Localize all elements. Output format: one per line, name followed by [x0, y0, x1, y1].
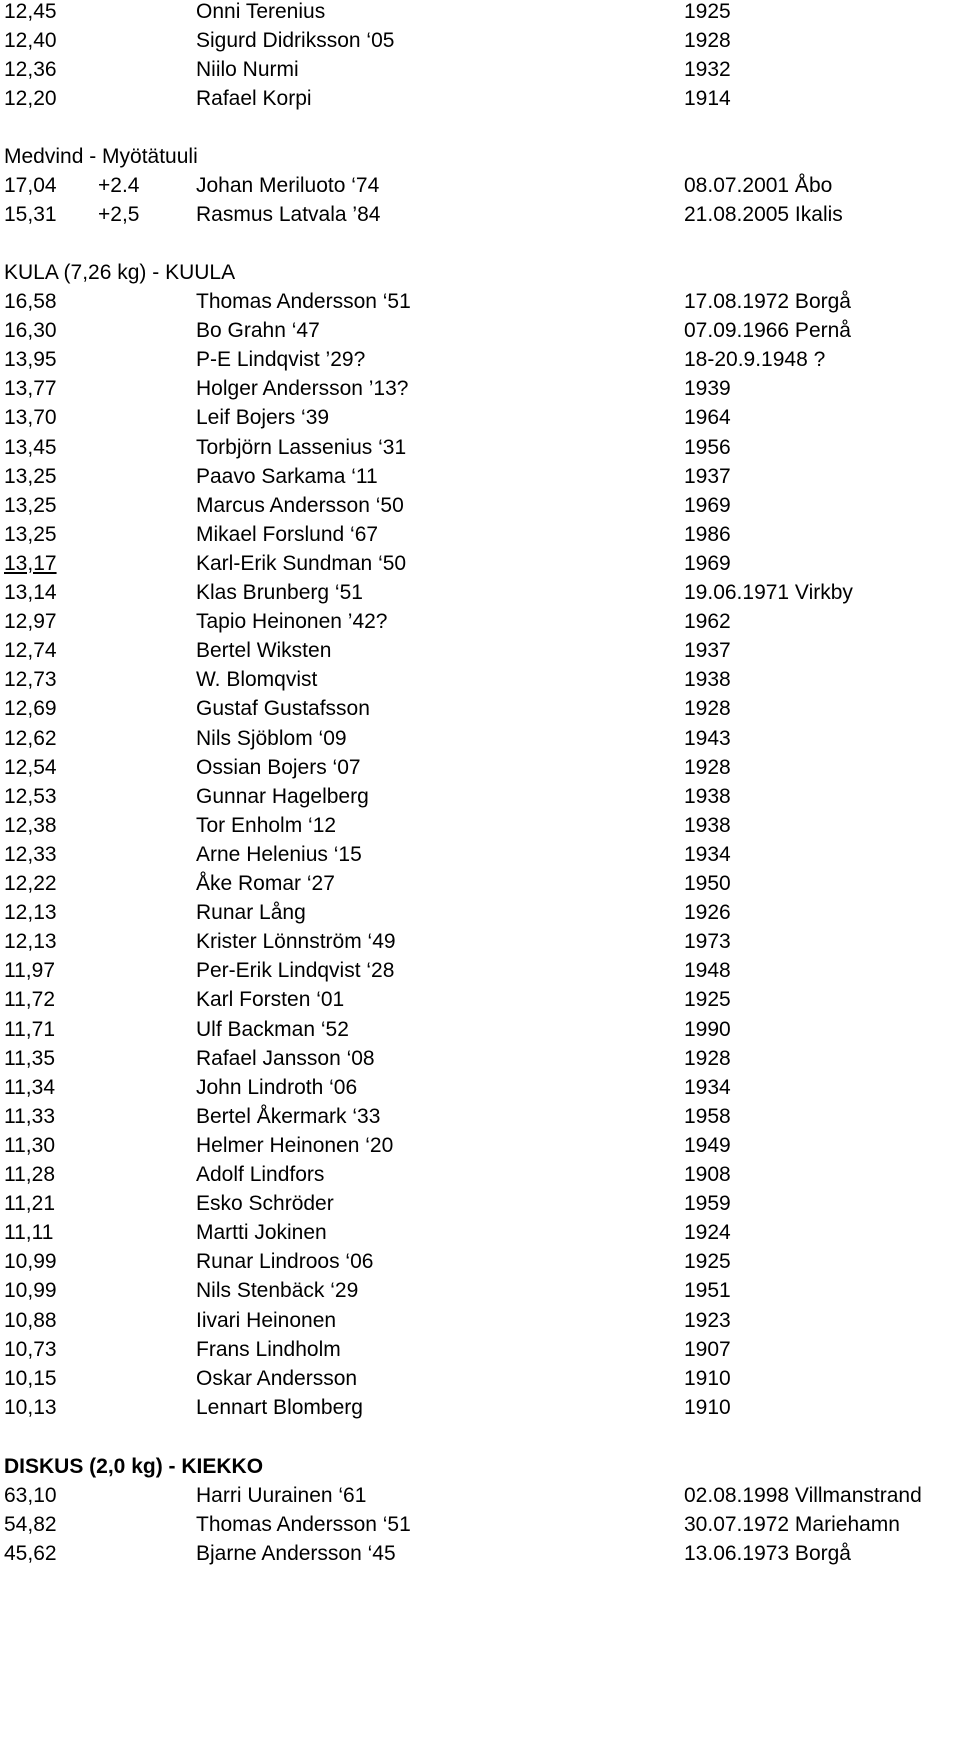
result-mark: 17,04 — [4, 174, 57, 197]
result-mark: 11,97 — [4, 959, 55, 983]
result-mark: 13,14 — [4, 581, 57, 604]
result-mark: 16,30 — [4, 319, 57, 343]
athlete-name: Nils Sjöblom ‘09 — [196, 726, 347, 750]
list-item — [0, 174, 960, 204]
athlete-name: Krister Lönnström ‘49 — [196, 930, 396, 954]
result-date: 1914 — [684, 87, 731, 110]
result-mark: 13,25 — [4, 522, 57, 546]
athlete-name: Sigurd Didriksson ‘05 — [196, 29, 395, 52]
list-item — [0, 843, 960, 873]
result-mark: 11,11 — [4, 1221, 54, 1245]
athlete-name: Lennart Blomberg — [196, 1395, 363, 1419]
result-mark: 13,25 — [4, 464, 57, 488]
result-date: 08.07.2001 Åbo — [684, 174, 833, 197]
list-item — [0, 988, 960, 1018]
result-date: 1928 — [684, 29, 731, 52]
result-mark: 54,82 — [4, 1513, 57, 1537]
athlete-name: Onni Terenius — [196, 0, 326, 23]
result-date: 1932 — [684, 58, 731, 81]
result-date: 1950 — [684, 872, 731, 895]
list-item — [0, 1484, 960, 1514]
list-item — [0, 581, 960, 611]
result-mark: 10,13 — [4, 1395, 57, 1419]
result-date: 19.06.1971 Virkby — [684, 581, 853, 604]
athlete-name: Johan Meriluoto ‘74 — [196, 174, 380, 197]
result-date: 1937 — [684, 464, 731, 488]
list-item — [0, 203, 960, 233]
athlete-name: Tapio Heinonen ’42? — [196, 610, 388, 634]
athlete-name: Runar Lång — [196, 901, 306, 925]
result-date: 18-20.9.1948 ? — [684, 348, 826, 372]
result-date: 1969 — [684, 551, 731, 575]
result-date: 1951 — [684, 1279, 731, 1303]
list-item — [0, 319, 960, 349]
list-item — [0, 1018, 960, 1048]
result-date: 1938 — [684, 668, 731, 692]
result-mark: 11,71 — [4, 1017, 55, 1041]
list-item — [0, 814, 960, 844]
athlete-name: Karl Forsten ‘01 — [196, 988, 345, 1012]
result-mark: 13,45 — [4, 435, 57, 459]
list-item — [0, 785, 960, 815]
result-date: 17.08.1972 Borgå — [684, 290, 851, 313]
result-mark: 10,88 — [4, 1308, 57, 1332]
result-mark: 12,69 — [4, 697, 57, 721]
list-item — [0, 959, 960, 989]
list-item — [0, 872, 960, 902]
athlete-name: John Lindroth ‘06 — [196, 1075, 358, 1099]
result-date: 1938 — [684, 813, 731, 837]
result-date: 1962 — [684, 610, 731, 634]
athlete-name: Esko Schröder — [196, 1192, 334, 1216]
athlete-name: Mikael Forslund ‘67 — [196, 522, 379, 546]
athlete-name: Bjarne Andersson ‘45 — [196, 1542, 396, 1566]
result-date: 1986 — [684, 522, 731, 546]
result-mark: 11,72 — [4, 988, 55, 1012]
section-heading-diskus: DISKUS (2,0 kg) - KIEKKO — [4, 1455, 264, 1478]
result-mark: 12,45 — [4, 0, 57, 23]
athlete-name: Åke Romar ‘27 — [196, 872, 335, 895]
result-date: 1926 — [684, 901, 731, 925]
list-item — [0, 727, 960, 757]
result-date: 1990 — [684, 1017, 731, 1041]
result-mark: 16,58 — [4, 290, 57, 313]
list-item — [0, 0, 960, 30]
result-mark: 12,62 — [4, 726, 57, 750]
athlete-name: Leif Bojers ‘39 — [196, 406, 330, 430]
result-date: 1907 — [684, 1337, 731, 1361]
result-mark: 12,20 — [4, 87, 57, 110]
list-item — [0, 697, 960, 727]
result-date: 1949 — [684, 1133, 731, 1157]
result-mark: 45,62 — [4, 1542, 57, 1566]
athlete-name: Bertel Åkermark ‘33 — [196, 1104, 381, 1128]
list-item — [0, 436, 960, 466]
list-item — [0, 552, 960, 582]
result-mark: 13,95 — [4, 348, 57, 372]
result-date: 1956 — [684, 435, 731, 459]
result-date: 1928 — [684, 1046, 731, 1070]
athlete-name: Tor Enholm ‘12 — [196, 813, 337, 837]
athlete-name: Oskar Andersson — [196, 1366, 358, 1390]
result-date: 1937 — [684, 639, 731, 663]
result-date: 1959 — [684, 1192, 731, 1216]
result-mark: 11,34 — [4, 1075, 55, 1099]
result-date: 1923 — [684, 1308, 731, 1332]
result-date: 21.08.2005 Ikalis — [684, 203, 843, 226]
athlete-name: Martti Jokinen — [196, 1221, 327, 1245]
list-item — [0, 639, 960, 669]
result-date: 1948 — [684, 959, 731, 983]
result-date: 1969 — [684, 493, 731, 517]
athlete-name: Thomas Andersson ‘51 — [196, 1513, 411, 1537]
result-mark: 12,74 — [4, 639, 57, 663]
result-mark: 12,22 — [4, 872, 57, 895]
athlete-name: Karl-Erik Sundman ‘50 — [196, 551, 407, 575]
result-date: 07.09.1966 Pernå — [684, 319, 851, 343]
athlete-name: Harri Uurainen ‘61 — [196, 1484, 367, 1507]
result-mark: 12,13 — [4, 901, 57, 925]
list-item — [0, 348, 960, 378]
list-item — [0, 1513, 960, 1543]
result-date: 1973 — [684, 930, 731, 954]
result-date: 1934 — [684, 1075, 731, 1099]
list-item — [0, 29, 960, 59]
result-date: 1908 — [684, 1163, 731, 1186]
result-mark: 11,28 — [4, 1163, 55, 1186]
athlete-name: Gustaf Gustafsson — [196, 697, 370, 721]
athlete-name: Arne Helenius ‘15 — [196, 842, 362, 866]
athlete-name: P-E Lindqvist ’29? — [196, 348, 366, 372]
result-mark: 13,70 — [4, 406, 57, 430]
result-mark: 11,33 — [4, 1104, 55, 1128]
athlete-name: Ossian Bojers ‘07 — [196, 755, 361, 779]
list-item — [0, 930, 960, 960]
list-item — [0, 406, 960, 436]
athlete-name: Helmer Heinonen ‘20 — [196, 1133, 394, 1157]
list-item — [0, 610, 960, 640]
result-mark: 13,25 — [4, 493, 57, 517]
athlete-name: Rasmus Latvala ’84 — [196, 203, 381, 226]
result-date: 1910 — [684, 1395, 731, 1419]
section-heading-tailwind: Medvind - Myötätuuli — [4, 145, 198, 168]
list-item — [0, 1250, 960, 1280]
result-mark: 12,13 — [4, 930, 57, 954]
result-mark: 13,77 — [4, 377, 57, 401]
list-item — [0, 494, 960, 524]
result-date: 13.06.1973 Borgå — [684, 1542, 851, 1566]
athlete-name: Ulf Backman ‘52 — [196, 1017, 349, 1041]
section-heading-kula: KULA (7,26 kg) - KUULA — [4, 261, 236, 284]
result-mark: 12,73 — [4, 668, 57, 692]
athlete-name: Bo Grahn ‘47 — [196, 319, 320, 343]
list-item — [0, 1192, 960, 1222]
list-item — [0, 1367, 960, 1397]
result-mark: 12,36 — [4, 58, 57, 81]
result-mark: 11,30 — [4, 1133, 55, 1157]
list-item — [0, 465, 960, 495]
athlete-name: Gunnar Hagelberg — [196, 784, 369, 808]
athlete-name: Holger Andersson ’13? — [196, 377, 409, 401]
list-item — [0, 1279, 960, 1309]
result-date: 1934 — [684, 842, 731, 866]
athlete-name: Per-Erik Lindqvist ‘28 — [196, 959, 395, 983]
result-date: 1943 — [684, 726, 731, 750]
list-item — [0, 756, 960, 786]
list-item — [0, 87, 960, 117]
wind-reading: +2.4 — [98, 174, 140, 197]
list-item — [0, 1396, 960, 1426]
result-date: 1925 — [684, 988, 731, 1012]
athlete-name: Paavo Sarkama ‘11 — [196, 464, 378, 488]
result-mark: 13,17 — [4, 551, 57, 575]
athlete-name: Bertel Wiksten — [196, 639, 332, 663]
result-date: 1924 — [684, 1221, 731, 1245]
result-mark: 11,35 — [4, 1046, 55, 1070]
athlete-name: W. Blomqvist — [196, 668, 318, 692]
result-date: 1928 — [684, 697, 731, 721]
result-mark: 10,99 — [4, 1250, 57, 1274]
result-date: 1958 — [684, 1104, 731, 1128]
result-date: 1910 — [684, 1366, 731, 1390]
list-item — [0, 1134, 960, 1164]
athlete-name: Frans Lindholm — [196, 1337, 341, 1361]
list-item — [0, 1542, 960, 1572]
result-date: 1925 — [684, 0, 731, 23]
list-item — [0, 1076, 960, 1106]
result-mark: 12,53 — [4, 784, 57, 808]
athlete-name: Rafael Jansson ‘08 — [196, 1046, 375, 1070]
list-item — [0, 668, 960, 698]
result-mark: 15,31 — [4, 203, 57, 226]
list-item — [0, 1338, 960, 1368]
list-item — [0, 523, 960, 553]
list-item — [0, 1163, 960, 1193]
result-mark: 11,21 — [4, 1192, 55, 1216]
wind-reading: +2,5 — [98, 203, 140, 226]
athlete-name: Rafael Korpi — [196, 87, 312, 110]
result-date: 30.07.1972 Mariehamn — [684, 1513, 900, 1537]
result-date: 1925 — [684, 1250, 731, 1274]
list-item — [0, 901, 960, 931]
athlete-name: Torbjörn Lassenius ‘31 — [196, 435, 407, 459]
result-mark: 10,15 — [4, 1366, 57, 1390]
result-date: 1928 — [684, 755, 731, 779]
list-item — [0, 377, 960, 407]
list-item — [0, 1309, 960, 1339]
athlete-name: Nils Stenbäck ‘29 — [196, 1279, 359, 1303]
result-mark: 10,99 — [4, 1279, 57, 1303]
athlete-name: Marcus Andersson ‘50 — [196, 493, 404, 517]
result-mark: 10,73 — [4, 1337, 57, 1361]
athlete-name: Runar Lindroos ‘06 — [196, 1250, 374, 1274]
athlete-name: Iivari Heinonen — [196, 1308, 337, 1332]
athlete-name: Adolf Lindfors — [196, 1163, 325, 1186]
result-mark: 12,40 — [4, 29, 57, 52]
list-item — [0, 1221, 960, 1251]
result-mark: 12,54 — [4, 755, 57, 779]
athlete-name: Niilo Nurmi — [196, 58, 299, 81]
result-date: 1964 — [684, 406, 731, 430]
list-item — [0, 1105, 960, 1135]
result-mark: 12,38 — [4, 813, 57, 837]
result-mark: 12,33 — [4, 842, 57, 866]
result-mark: 63,10 — [4, 1484, 57, 1507]
list-item — [0, 58, 960, 88]
result-date: 1939 — [684, 377, 731, 401]
athlete-name: Thomas Andersson ‘51 — [196, 290, 411, 313]
list-item — [0, 290, 960, 320]
list-item — [0, 1047, 960, 1077]
result-date: 1938 — [684, 784, 731, 808]
result-date: 02.08.1998 Villmanstrand — [684, 1484, 922, 1507]
athlete-name: Klas Brunberg ‘51 — [196, 581, 363, 604]
result-mark: 12,97 — [4, 610, 57, 634]
